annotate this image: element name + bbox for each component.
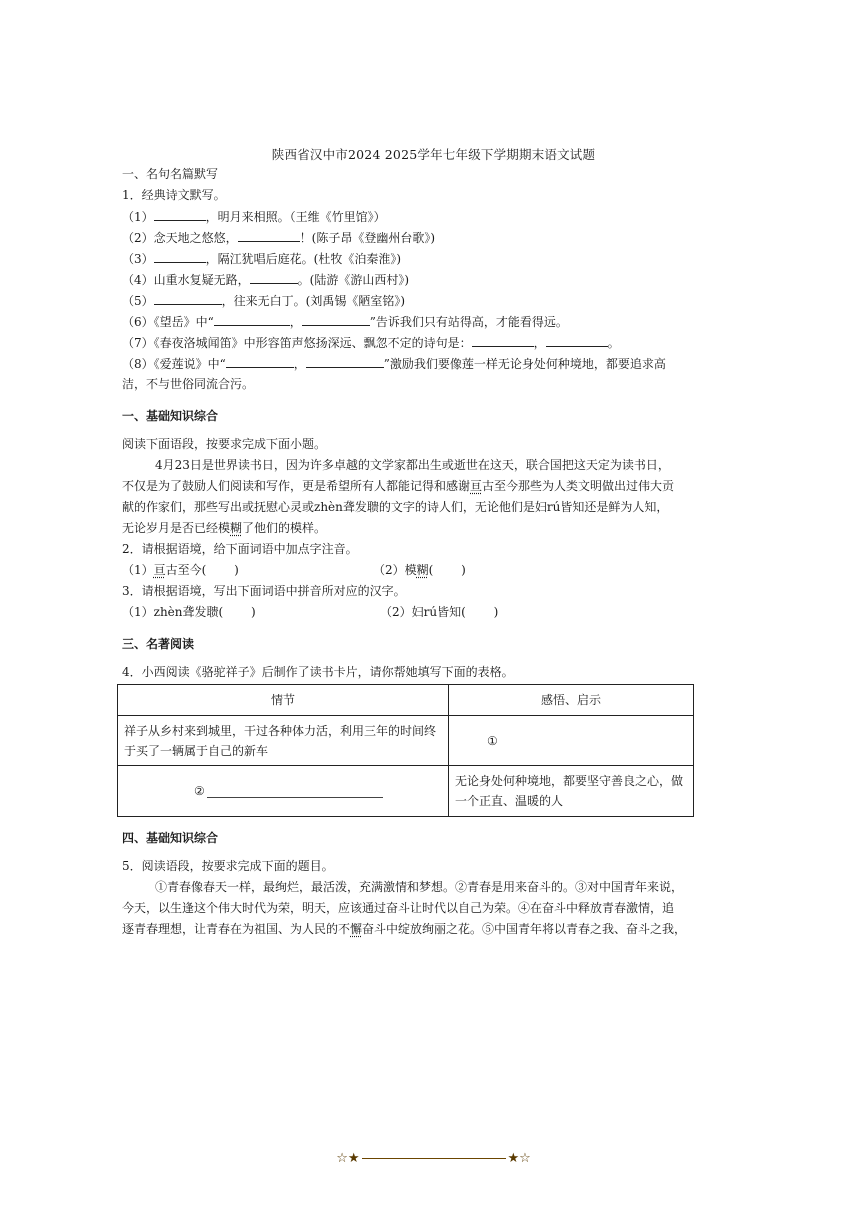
answer-blank[interactable]	[214, 313, 290, 326]
passage-line: 今天，以生逢这个伟大时代为荣，明天，应该通过奋斗让时代以自己为荣。④在奋斗中释放青春激情，追	[122, 901, 675, 915]
question-3-part-2[interactable]: （2）妇rú皆知( )	[380, 605, 499, 619]
passage-line: 逐青春理想，让青春在为祖国、为人民的不懈奋斗中绽放绚丽之花。⑤中国青年将以青春之我、奋斗之我，	[122, 922, 687, 936]
answer-blank[interactable]	[306, 355, 384, 368]
question-1: 1．经典诗文默写。	[122, 188, 226, 202]
star-icon: ★☆	[507, 1151, 531, 1166]
answer-blank[interactable]	[302, 313, 370, 326]
poem-item-8: （8）《爱莲说》中“ ， ”激励我们要像莲一样无论身处何种境地，都要追求高	[122, 357, 666, 371]
answer-blank[interactable]	[250, 271, 298, 284]
plot-answer-cell[interactable]: ②	[118, 766, 449, 817]
exam-title: 陕西省汉中市2024 2025学年七年级下学期期末语文试题	[271, 147, 596, 162]
answer-line[interactable]	[207, 785, 383, 798]
poem-item-3: （3） ，隔江犹唱后庭花。(杜牧《泊秦淮》)	[122, 252, 402, 266]
reading-intro: 阅读下面语段，按要求完成下面小题。	[122, 437, 327, 451]
poem-item-1: （1） ，明月来相照。（王维《竹里馆》）	[122, 210, 386, 224]
question-4: 4．小西阅读《骆驼祥子》后制作了读书卡片，请你帮她填写下面的表格。	[122, 665, 514, 679]
reading-card-table	[117, 684, 694, 817]
passage-line: 不仅是为了鼓励人们阅读和写作，更是希望所有人都能记得和感谢亘古至今那些为人类文明做出过伟大贡	[122, 479, 675, 493]
answer-blank[interactable]	[154, 208, 206, 221]
passage-line: 4月23日是世界读书日，因为许多卓越的文学家都出生或逝世在这天，联合国把这天定为读书日，	[155, 458, 670, 472]
table-row	[118, 766, 694, 817]
section-header-2: 一、基础知识综合	[122, 409, 219, 423]
question-5: 5．阅读语段，按要求完成下面的题目。	[122, 859, 334, 873]
insight-answer-cell[interactable]: ①	[449, 716, 694, 766]
poem-item-5: （5） ，往来无白丁。(刘禹锡《陋室铭》)	[122, 294, 406, 308]
column-header-plot: 情节	[118, 685, 449, 716]
table-row	[118, 716, 694, 766]
insight-cell: 无论身处何种境地，都要坚守善良之心，做 一个正直、温暖的人	[449, 766, 694, 817]
passage-line: ①青春像春天一样，最绚烂，最活泼，充满激情和梦想。②青春是用来奋斗的。③对中国青年来说，	[155, 880, 684, 894]
section-header-1: 一、名句名篇默写	[122, 167, 219, 181]
poem-item-7: （7）《春夜洛城闻笛》中形容笛声悠扬深远、飘忽不定的诗句是： ， 。	[122, 336, 620, 350]
answer-blank[interactable]	[472, 334, 534, 347]
poem-item-4: （4）山重水复疑无路， 。(陆游《游山西村》)	[122, 273, 410, 287]
passage-line: 献的作家们，那些写出或抚慰心灵或zhèn聋发聩的文字的诗人们，无论他们是妇rú皆知还是鲜为人知，	[122, 500, 669, 514]
footer-ornament	[0, 1151, 867, 1166]
answer-blank[interactable]	[226, 355, 294, 368]
table-header-row	[118, 685, 694, 716]
poem-item-2: （2）念天地之悠悠， ！(陈子昂《登幽州台歌》)	[122, 231, 436, 245]
answer-blank[interactable]	[154, 250, 206, 263]
question-2-part-2[interactable]: （2）模糊( )	[373, 563, 466, 577]
poem-item-6: （6）《望岳》中“ ， ”告诉我们只有站得高，才能看得远。	[122, 315, 568, 329]
answer-blank[interactable]	[154, 292, 222, 305]
divider	[362, 1158, 506, 1159]
question-3-part-1[interactable]: （1）zhèn聋发聩( )	[122, 605, 256, 619]
question-3: 3．请根据语境，写出下面词语中拼音所对应的汉字。	[122, 584, 406, 598]
section-header-3: 三、名著阅读	[122, 637, 195, 651]
plot-cell: 祥子从乡村来到城里，干过各种体力活，利用三年的时间终 于买了一辆属于自己的新车	[118, 716, 449, 766]
answer-blank[interactable]	[546, 334, 608, 347]
passage-line: 无论岁月是否已经模糊了他们的模样。	[122, 521, 327, 535]
column-header-insight: 感悟、启示	[449, 685, 694, 716]
answer-blank[interactable]	[238, 229, 300, 242]
question-2-part-1[interactable]: （1）亘古至今( )	[122, 563, 239, 577]
poem-item-8-cont: 洁，不与世俗同流合污。	[122, 377, 255, 391]
star-icon: ☆★	[336, 1151, 360, 1166]
section-header-4: 四、基础知识综合	[122, 831, 219, 845]
question-2: 2．请根据语境，给下面词语中加点字注音。	[122, 542, 358, 556]
